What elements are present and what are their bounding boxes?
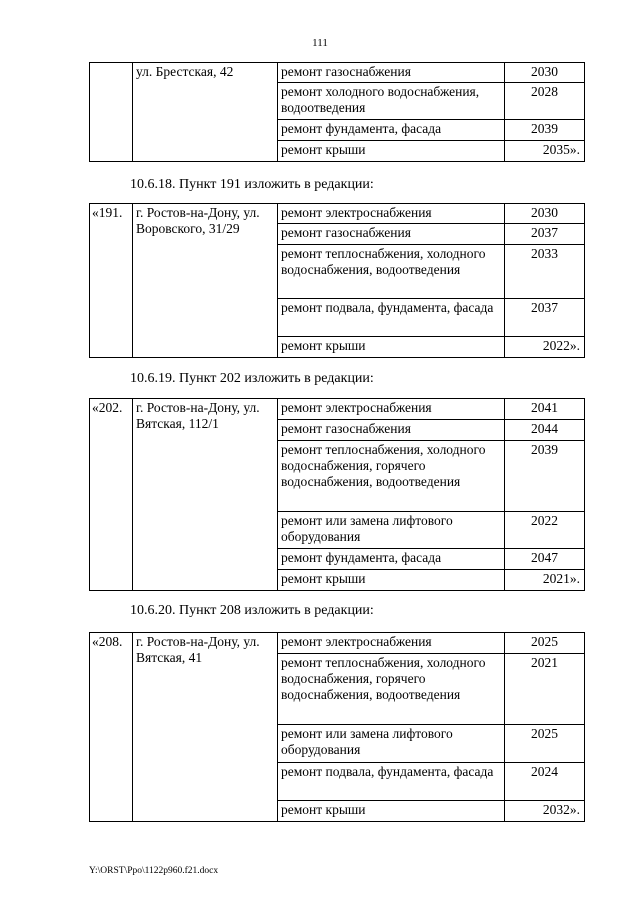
address: г. Ростов-на-Дону, ул. Вятская, 112/1 — [133, 399, 278, 591]
table-row — [90, 204, 585, 224]
work-type: ремонт крыши — [278, 570, 505, 591]
work-type: ремонт холодного водоснабжения, водоотведения — [278, 83, 505, 120]
work-type: ремонт газоснабжения — [278, 63, 505, 83]
table-row — [90, 63, 585, 83]
paragraph-heading: 10.6.18. Пункт 191 изложить в редакции: — [130, 177, 374, 192]
page-number: 111 — [312, 37, 328, 49]
year: 2032». — [505, 801, 585, 822]
year: 2022». — [505, 337, 585, 358]
year: 2041 — [505, 399, 585, 420]
item-number: «202. — [90, 399, 133, 591]
address: ул. Брестская, 42 — [133, 63, 278, 162]
year: 2025 — [505, 633, 585, 654]
item-number: «191. — [90, 204, 133, 358]
work-type: ремонт или замена лифтового оборудования — [278, 725, 505, 763]
footer-file-path: Y:\ORST\Ppo\1122p960.f21.docx — [89, 866, 219, 876]
year: 2024 — [505, 763, 585, 801]
year: 2030 — [505, 63, 585, 83]
work-type: ремонт подвала, фундамента, фасада — [278, 763, 505, 801]
year: 2044 — [505, 420, 585, 441]
work-type: ремонт крыши — [278, 141, 505, 162]
work-type: ремонт теплоснабжения, холодного водоснабжения, горячего водоснабжения, водоотведения — [278, 441, 505, 512]
work-type: ремонт электроснабжения — [278, 399, 505, 420]
table-block-2 — [89, 398, 585, 591]
year: 2039 — [505, 441, 585, 512]
work-type: ремонт крыши — [278, 337, 505, 358]
table-block-1 — [89, 203, 585, 358]
work-type: ремонт электроснабжения — [278, 633, 505, 654]
item-number — [90, 63, 133, 162]
paragraph-heading: 10.6.20. Пункт 208 изложить в редакции: — [130, 603, 374, 618]
work-type: ремонт или замена лифтового оборудования — [278, 512, 505, 549]
address: г. Ростов-на-Дону, ул. Воровского, 31/29 — [133, 204, 278, 358]
year: 2030 — [505, 204, 585, 224]
work-type: ремонт подвала, фундамента, фасада — [278, 299, 505, 337]
work-type: ремонт фундамента, фасада — [278, 120, 505, 141]
year: 2039 — [505, 120, 585, 141]
year: 2047 — [505, 549, 585, 570]
work-type: ремонт крыши — [278, 801, 505, 822]
address: г. Ростов-на-Дону, ул. Вятская, 41 — [133, 633, 278, 822]
year: 2021». — [505, 570, 585, 591]
table-block-3 — [89, 632, 585, 822]
item-number: «208. — [90, 633, 133, 822]
paragraph-heading: 10.6.19. Пункт 202 изложить в редакции: — [130, 371, 374, 386]
year: 2021 — [505, 654, 585, 725]
work-type: ремонт теплоснабжения, холодного водоснабжения, водоотведения — [278, 245, 505, 299]
work-type: ремонт газоснабжения — [278, 224, 505, 245]
table-block-0 — [89, 62, 585, 162]
table-row — [90, 633, 585, 654]
year: 2035». — [505, 141, 585, 162]
work-type: ремонт фундамента, фасада — [278, 549, 505, 570]
work-type: ремонт газоснабжения — [278, 420, 505, 441]
year: 2028 — [505, 83, 585, 120]
year: 2033 — [505, 245, 585, 299]
year: 2025 — [505, 725, 585, 763]
year: 2037 — [505, 224, 585, 245]
work-type: ремонт электроснабжения — [278, 204, 505, 224]
work-type: ремонт теплоснабжения, холодного водоснабжения, горячего водоснабжения, водоотведения — [278, 654, 505, 725]
table-row — [90, 399, 585, 420]
year: 2037 — [505, 299, 585, 337]
year: 2022 — [505, 512, 585, 549]
